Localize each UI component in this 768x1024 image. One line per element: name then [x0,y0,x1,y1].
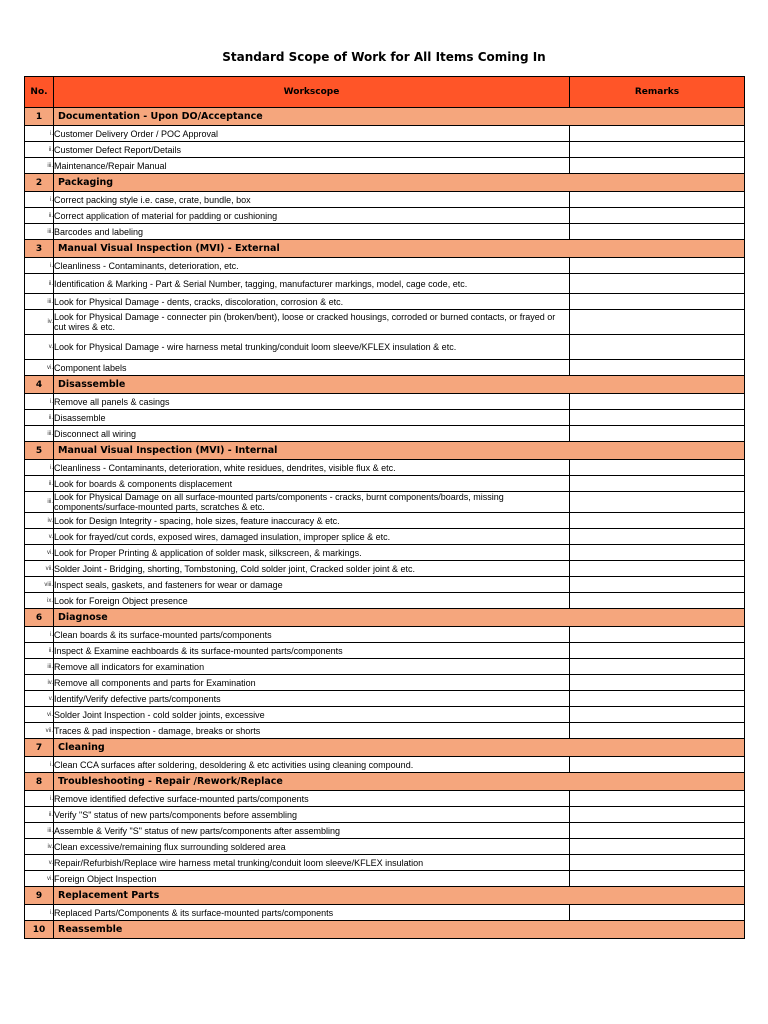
remarks-cell[interactable] [570,426,745,442]
table-row [25,192,745,208]
table-row [25,643,745,659]
table-header-row [25,77,745,108]
item-text: Remove all panels & casings [54,394,570,410]
remarks-cell[interactable] [570,192,745,208]
remarks-cell[interactable] [570,871,745,887]
section-title: Cleaning [54,739,745,757]
section-row [25,240,745,258]
remarks-cell[interactable] [570,513,745,529]
item-numeral: iii. [25,823,54,839]
section-title: Reassemble [54,921,745,939]
item-text: Solder Joint Inspection - cold solder joints, excessive [54,707,570,723]
table-row [25,675,745,691]
table-row [25,476,745,492]
item-text: Inspect & Examine eachboards & its surface-mounted parts/components [54,643,570,659]
remarks-cell[interactable] [570,791,745,807]
table-row [25,593,745,609]
item-text: Look for Physical Damage - wire harness metal trunking/conduit loom sleeve/KFLEX insulation & etc. [54,335,570,360]
item-numeral: vi. [25,360,54,376]
table-row [25,839,745,855]
item-text: Look for Physical Damage - dents, cracks, discoloration, corrosion & etc. [54,294,570,310]
table-row [25,294,745,310]
item-text: Look for boards & components displacement [54,476,570,492]
item-text: Solder Joint - Bridging, shorting, Tombstoning, Cold solder joint, Cracked solder joint & etc. [54,561,570,577]
item-text: Cleanliness - Contaminants, deterioration, white residues, dendrites, visible flux & etc. [54,460,570,476]
section-title: Disassemble [54,376,745,394]
table-row [25,627,745,643]
item-numeral: iii. [25,426,54,442]
table-row [25,224,745,240]
table-body [25,108,745,939]
section-number: 9 [25,887,54,905]
item-numeral: i. [25,757,54,773]
item-text: Clean CCA surfaces after soldering, desoldering & etc activities using cleaning compound. [54,757,570,773]
remarks-cell[interactable] [570,577,745,593]
table-row [25,707,745,723]
section-title: Packaging [54,174,745,192]
table-row [25,208,745,224]
item-numeral: vi. [25,871,54,887]
table-row [25,426,745,442]
table-row [25,492,745,513]
remarks-cell[interactable] [570,158,745,174]
item-text: Look for Proper Printing & application of solder mask, silkscreen, & markings. [54,545,570,561]
item-text: Look for frayed/cut cords, exposed wires, damaged insulation, improper splice & etc. [54,529,570,545]
item-numeral: ii. [25,142,54,158]
item-numeral: vii. [25,723,54,739]
remarks-cell[interactable] [570,492,745,513]
item-numeral: iii. [25,492,54,513]
item-text: Foreign Object Inspection [54,871,570,887]
item-text: Remove all components and parts for Examination [54,675,570,691]
remarks-cell[interactable] [570,675,745,691]
remarks-cell[interactable] [570,476,745,492]
section-number: 2 [25,174,54,192]
workscope-table [24,76,745,939]
table-row [25,410,745,426]
item-text: Customer Defect Report/Details [54,142,570,158]
section-row [25,921,745,939]
section-title: Documentation - Upon DO/Acceptance [54,108,745,126]
table-row [25,855,745,871]
item-numeral: viii. [25,577,54,593]
remarks-cell[interactable] [570,142,745,158]
item-text: Traces & pad inspection - damage, breaks or shorts [54,723,570,739]
item-numeral: ii. [25,476,54,492]
remarks-cell[interactable] [570,757,745,773]
table-row [25,577,745,593]
remarks-cell[interactable] [570,691,745,707]
item-numeral: iii. [25,158,54,174]
remarks-cell[interactable] [570,561,745,577]
section-number: 3 [25,240,54,258]
item-text: Clean excessive/remaining flux surrounding soldered area [54,839,570,855]
item-numeral: i. [25,905,54,921]
remarks-cell[interactable] [570,855,745,871]
item-numeral: iii. [25,659,54,675]
section-row [25,376,745,394]
item-numeral: ix. [25,593,54,609]
table-row [25,545,745,561]
table-row [25,905,745,921]
item-numeral: ii. [25,807,54,823]
item-numeral: i. [25,192,54,208]
remarks-cell[interactable] [570,335,745,360]
table-row [25,460,745,476]
remarks-cell[interactable] [570,258,745,274]
item-numeral: v. [25,691,54,707]
table-row [25,791,745,807]
section-title: Manual Visual Inspection (MVI) - External [54,240,745,258]
remarks-cell[interactable] [570,410,745,426]
header-remarks: Remarks [570,77,745,108]
item-text: Barcodes and labeling [54,224,570,240]
header-workscope: Workscope [54,77,570,108]
remarks-cell[interactable] [570,823,745,839]
remarks-cell[interactable] [570,905,745,921]
item-numeral: iv. [25,310,54,335]
item-numeral: vii. [25,561,54,577]
item-numeral: i. [25,791,54,807]
table-row [25,158,745,174]
remarks-cell[interactable] [570,707,745,723]
section-row [25,739,745,757]
remarks-cell[interactable] [570,126,745,142]
item-numeral: ii. [25,643,54,659]
header-no: No. [25,77,54,108]
remarks-cell[interactable] [570,294,745,310]
item-numeral: v. [25,855,54,871]
item-numeral: ii. [25,208,54,224]
item-text: Inspect seals, gaskets, and fasteners for wear or damage [54,577,570,593]
section-number: 7 [25,739,54,757]
item-text: Repair/Refurbish/Replace wire harness metal trunking/conduit loom sleeve/KFLEX insulation [54,855,570,871]
section-title: Diagnose [54,609,745,627]
item-text: Look for Design Integrity - spacing, hole sizes, feature inaccuracy & etc. [54,513,570,529]
item-text: Look for Physical Damage on all surface-mounted parts/components - cracks, burnt components/boards, missing components/surface-mounted parts, scratches & etc. [54,492,570,513]
table-row [25,659,745,675]
remarks-cell[interactable] [570,529,745,545]
remarks-cell[interactable] [570,360,745,376]
section-title: Troubleshooting - Repair /Rework/Replace [54,773,745,791]
table-row [25,126,745,142]
section-row [25,773,745,791]
table-row [25,142,745,158]
remarks-cell[interactable] [570,839,745,855]
remarks-cell[interactable] [570,274,745,294]
item-text: Component labels [54,360,570,376]
item-numeral: i. [25,627,54,643]
item-text: Remove identified defective surface-mounted parts/components [54,791,570,807]
item-text: Verify "S" status of new parts/components before assembling [54,807,570,823]
item-numeral: i. [25,126,54,142]
item-numeral: i. [25,258,54,274]
remarks-cell[interactable] [570,394,745,410]
remarks-cell[interactable] [570,643,745,659]
item-numeral: i. [25,460,54,476]
section-number: 5 [25,442,54,460]
table-row [25,360,745,376]
section-number: 6 [25,609,54,627]
remarks-cell[interactable] [570,310,745,335]
remarks-cell[interactable] [570,659,745,675]
item-text: Clean boards & its surface-mounted parts/components [54,627,570,643]
item-numeral: iii. [25,294,54,310]
item-text: Correct packing style i.e. case, crate, bundle, box [54,192,570,208]
remarks-cell[interactable] [570,593,745,609]
item-numeral: iv. [25,675,54,691]
section-number: 10 [25,921,54,939]
table-row [25,394,745,410]
table-row [25,258,745,274]
item-text: Assemble & Verify "S" status of new parts/components after assembling [54,823,570,839]
item-numeral: ii. [25,274,54,294]
item-numeral: ii. [25,410,54,426]
remarks-cell[interactable] [570,807,745,823]
section-number: 8 [25,773,54,791]
remarks-cell[interactable] [570,460,745,476]
section-number: 4 [25,376,54,394]
item-text: Identify/Verify defective parts/components [54,691,570,707]
table-row [25,823,745,839]
item-text: Identification & Marking - Part & Serial Number, tagging, manufacturer markings, model, cage code, etc. [54,274,570,294]
table-row [25,513,745,529]
item-numeral: i. [25,394,54,410]
item-numeral: iii. [25,224,54,240]
table-row [25,723,745,739]
item-numeral: iv. [25,513,54,529]
section-row [25,887,745,905]
remarks-cell[interactable] [570,208,745,224]
item-text: Maintenance/Repair Manual [54,158,570,174]
item-numeral: vi. [25,707,54,723]
table-row [25,335,745,360]
item-numeral: iv. [25,839,54,855]
item-text: Disconnect all wiring [54,426,570,442]
remarks-cell[interactable] [570,723,745,739]
item-text: Replaced Parts/Components & its surface-mounted parts/components [54,905,570,921]
section-number: 1 [25,108,54,126]
table-row [25,310,745,335]
item-text: Customer Delivery Order / POC Approval [54,126,570,142]
section-title: Replacement Parts [54,887,745,905]
remarks-cell[interactable] [570,224,745,240]
section-row [25,108,745,126]
table-row [25,807,745,823]
section-row [25,609,745,627]
remarks-cell[interactable] [570,545,745,561]
item-numeral: v. [25,529,54,545]
table-row [25,274,745,294]
page-title: Standard Scope of Work for All Items Coming In [222,50,546,64]
section-row [25,174,745,192]
item-text: Look for Foreign Object presence [54,593,570,609]
table-row [25,757,745,773]
table-row [25,561,745,577]
table-row [25,529,745,545]
item-text: Cleanliness - Contaminants, deterioration, etc. [54,258,570,274]
item-text: Look for Physical Damage - connecter pin (broken/bent), loose or cracked housings, corroded or burned contacts, or frayed or cut wires & etc. [54,310,570,335]
table-row [25,871,745,887]
table-row [25,691,745,707]
section-title: Manual Visual Inspection (MVI) - Internal [54,442,745,460]
item-numeral: vi. [25,545,54,561]
item-text: Remove all indicators for examination [54,659,570,675]
item-text: Correct application of material for padding or cushioning [54,208,570,224]
section-row [25,442,745,460]
item-text: Disassemble [54,410,570,426]
item-numeral: v. [25,335,54,360]
remarks-cell[interactable] [570,627,745,643]
